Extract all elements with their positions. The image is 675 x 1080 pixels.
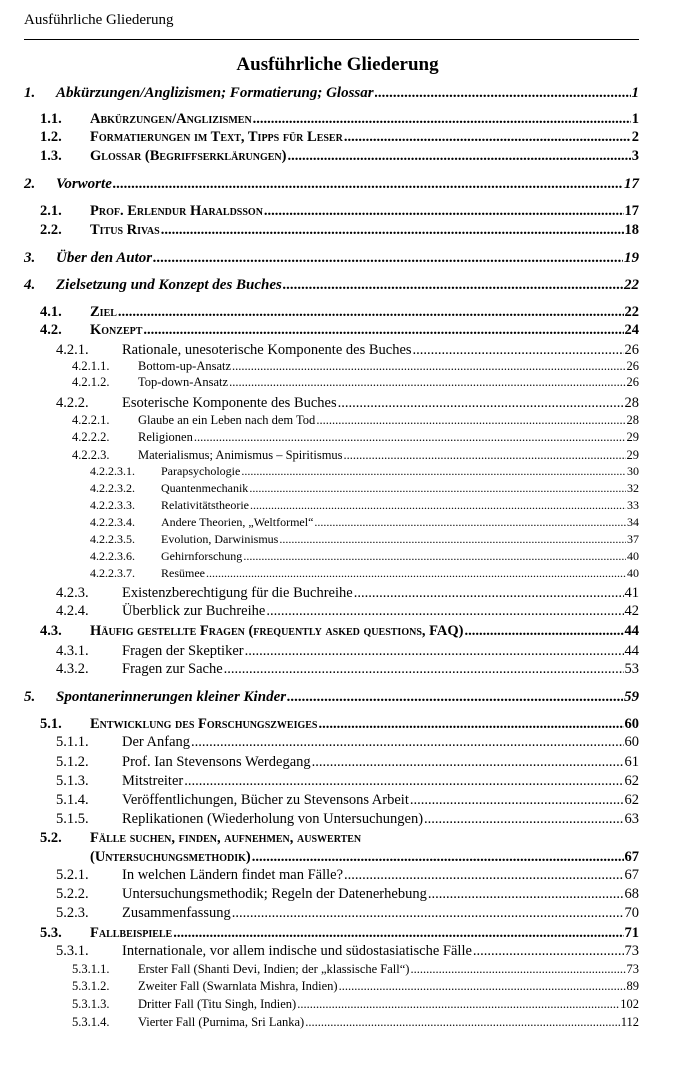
toc-leader-dots (118, 304, 624, 321)
toc-entry-number: 4.2.4. (56, 603, 89, 619)
toc-entry-title: Der Anfang (122, 734, 191, 750)
toc-entry-number: 4.2.2.2. (72, 430, 110, 444)
toc-entry-title: Veröffentlichungen, Bücher zu Stevensons Arbeit (122, 792, 409, 808)
toc-leader-dots (113, 176, 623, 193)
toc-entry-number: 5.3.1.1. (72, 962, 110, 976)
toc-entry-title: Andere Theorien, „Weltformel“ (161, 515, 314, 529)
toc-entry-number: 4.2.2.3.3. (90, 498, 135, 512)
toc-entry[interactable] (40, 203, 639, 220)
toc-leader-dots (191, 734, 623, 751)
toc-entry-title: Konzept (90, 322, 143, 338)
toc-entry-number: 1.1. (40, 111, 62, 127)
toc-entry-page: 33 (627, 498, 639, 512)
toc-entry-page: 67 (624, 849, 639, 865)
toc-leader-dots (287, 689, 623, 706)
toc-entry-title: Prof. Ian Stevensons Werdegang (122, 754, 311, 770)
toc-entry-title: Vierter Fall (Purnima, Sri Lanka) (138, 1015, 305, 1029)
toc-entry-number: 4.2.2.3.4. (90, 515, 135, 529)
toc-entry-page: 40 (627, 566, 639, 580)
toc-entry[interactable] (56, 585, 639, 602)
toc-entry-title: Relativitätstheorie (161, 498, 249, 512)
toc-entry[interactable] (40, 925, 639, 942)
toc-entry[interactable] (90, 498, 639, 513)
toc-leader-dots (224, 661, 624, 678)
toc-entry[interactable] (40, 304, 639, 321)
toc-entry[interactable] (56, 867, 639, 884)
toc-entry-page: 67 (624, 867, 639, 883)
toc-entry-title: Internationale, vor allem indische und südostasiatische Fälle (122, 943, 472, 959)
toc-entry-page: 60 (624, 734, 639, 750)
toc-entry-title: Ziel (90, 304, 117, 320)
toc-leader-dots (279, 532, 626, 547)
toc-entry-page: 17 (624, 203, 639, 219)
toc-entry-page: 68 (624, 886, 639, 902)
toc-entry-page: 24 (624, 322, 639, 338)
toc-leader-dots (153, 250, 623, 267)
toc-leader-dots (410, 962, 625, 977)
toc-entry-title: Zweiter Fall (Swarnlata Mishra, Indien) (138, 979, 338, 993)
toc-leader-dots (428, 886, 624, 903)
toc-entry-page: 18 (624, 222, 639, 238)
toc-entry-title: In welchen Ländern findet man Fälle? (122, 867, 344, 883)
toc-entry-page: 34 (627, 515, 639, 529)
toc-entry-number: 1.3. (40, 148, 62, 164)
toc-entry-number: 4.2.3. (56, 585, 89, 601)
toc-entry[interactable] (90, 464, 639, 479)
toc-entry-title: Fragen zur Sache (122, 661, 223, 677)
toc-leader-dots (344, 448, 626, 463)
toc-entry-number: 5.1. (40, 716, 62, 732)
toc-entry-page: 44 (624, 643, 639, 659)
toc-entry[interactable] (56, 734, 639, 751)
toc-entry-page: 22 (624, 304, 639, 320)
toc-entry[interactable] (56, 773, 639, 790)
toc-entry-title: Titus Rivas (90, 222, 160, 238)
toc-entry[interactable] (24, 176, 639, 193)
toc-entry[interactable] (72, 413, 639, 428)
toc-entry-page: 19 (624, 250, 639, 266)
toc-entry-title: Dritter Fall (Titu Singh, Indien) (138, 997, 297, 1011)
toc-entry-title: Parapsychologie (161, 464, 241, 478)
toc-leader-dots (250, 498, 626, 513)
toc-leader-dots (316, 413, 625, 428)
toc-entry-number: 5.1.5. (56, 811, 89, 827)
toc-entry-title: Abkürzungen/Anglizismen; Formatierung; Glossar (56, 85, 374, 101)
toc-entry[interactable] (72, 359, 639, 374)
toc-entry-page: 63 (624, 811, 639, 827)
toc-entry-title: Materialismus; Animismus – Spiritismus (138, 448, 343, 462)
toc-entry[interactable] (40, 849, 639, 866)
toc-entry-page: 73 (624, 943, 639, 959)
toc-entry[interactable] (90, 532, 639, 547)
toc-leader-dots (232, 905, 624, 922)
toc-entry-page: 37 (627, 532, 639, 546)
toc-entry-title: Fälle suchen, finden, aufnehmen, auswerten (90, 830, 362, 846)
toc-leader-dots (339, 979, 626, 994)
toc-entry[interactable] (24, 689, 639, 706)
toc-leader-dots (229, 375, 625, 390)
toc-leader-dots (283, 277, 623, 294)
toc-entry-title: (Untersuchungsmethodik) (90, 849, 251, 865)
toc-entry-number: 5.1.3. (56, 773, 89, 789)
toc-entry-page: 2 (631, 129, 639, 145)
running-header: Ausführliche Gliederung (24, 12, 174, 28)
toc-entry-number: 4.2.2.1. (72, 413, 110, 427)
header-rule (24, 39, 639, 40)
toc-entry-number: 1. (24, 85, 36, 101)
toc-entry-page: 26 (626, 375, 639, 389)
toc-entry[interactable] (56, 661, 639, 678)
toc-entry-title: Rationale, unesoterische Komponente des Buches (122, 342, 412, 358)
toc-leader-dots (194, 430, 626, 445)
toc-entry-page: 28 (624, 395, 639, 411)
toc-entry[interactable] (90, 566, 639, 581)
toc-entry[interactable] (40, 222, 639, 239)
toc-leader-dots (264, 203, 624, 220)
toc-entry[interactable] (56, 886, 639, 903)
toc-entry-title: Erster Fall (Shanti Devi, Indien; der „klassische Fall“) (138, 962, 410, 976)
toc-entry[interactable] (24, 250, 639, 267)
toc-entry[interactable] (72, 997, 639, 1012)
toc-entry[interactable] (56, 643, 639, 660)
toc-entry[interactable] (40, 148, 639, 165)
toc-entry[interactable] (40, 111, 639, 128)
toc-entry-number: 4.2.2.3.5. (90, 532, 135, 546)
toc-entry[interactable] (56, 603, 639, 620)
toc-entry-page: 62 (624, 792, 639, 808)
toc-entry-page: 71 (624, 925, 639, 941)
toc-leader-dots (319, 716, 624, 733)
toc-entry[interactable] (90, 515, 639, 530)
toc-leader-dots (424, 811, 623, 828)
toc-entry-page: 26 (624, 342, 639, 358)
toc-entry-title: Glossar (Begriffserklärungen) (90, 148, 287, 164)
toc-entry-page: 30 (627, 464, 639, 478)
toc-leader-dots (297, 997, 619, 1012)
toc-entry-page: 112 (620, 1015, 639, 1029)
toc-leader-dots (184, 773, 623, 790)
toc-entry[interactable] (56, 905, 639, 922)
toc-entry-number: 4.3.2. (56, 661, 89, 677)
toc-entry-number: 5.2.3. (56, 905, 89, 921)
toc-entry[interactable] (72, 448, 639, 463)
toc-entry-page: 59 (624, 689, 639, 705)
toc-entry-title: Gehirnforschung (161, 549, 243, 563)
toc-entry-title: Fallbeispiele (90, 925, 173, 941)
toc-entry-number: 5.3. (40, 925, 62, 941)
toc-entry[interactable] (90, 481, 639, 496)
toc-leader-dots (338, 395, 624, 412)
toc-leader-dots (375, 85, 631, 102)
toc-entry-number: 4.1. (40, 304, 62, 320)
toc-entry-title: Prof. Erlendur Haraldsson (90, 203, 263, 219)
toc-entry-line1 (40, 830, 361, 847)
toc-leader-dots (243, 549, 626, 564)
toc-leader-dots (314, 515, 626, 530)
toc-leader-dots (410, 792, 624, 809)
toc-entry[interactable] (72, 962, 639, 977)
toc-entry-number: 5.1.2. (56, 754, 89, 770)
toc-entry-page: 41 (624, 585, 639, 601)
toc-entry-number: 4.3. (40, 623, 62, 639)
toc-entry-page: 42 (624, 603, 639, 619)
toc-entry-number: 4.2. (40, 322, 62, 338)
toc-entry-title: Existenzberechtigung für die Buchreihe (122, 585, 353, 601)
toc-leader-dots (173, 925, 623, 942)
toc-entry-number: 4.2.2.3.1. (90, 464, 135, 478)
toc-entry-page: 29 (626, 448, 639, 462)
toc-entry[interactable] (72, 979, 639, 994)
toc-entry-page: 1 (631, 85, 639, 101)
toc-entry-page: 26 (626, 359, 639, 373)
toc-leader-dots (245, 643, 624, 660)
toc-entry-page: 32 (627, 481, 639, 495)
toc-entry-title: Evolution, Darwinismus (161, 532, 279, 546)
toc-leader-dots (305, 1015, 619, 1030)
toc-entry-number: 4.3.1. (56, 643, 89, 659)
toc-entry-number: 5.2.2. (56, 886, 89, 902)
toc-entry-title: Untersuchungsmethodik; Regeln der Datenerhebung (122, 886, 427, 902)
toc-entry[interactable] (40, 623, 639, 640)
toc-entry-page: 17 (624, 176, 639, 192)
toc-leader-dots (241, 464, 626, 479)
toc-entry-number: 5.1.1. (56, 734, 89, 750)
toc-leader-dots (249, 481, 626, 496)
toc-entry-page: 60 (624, 716, 639, 732)
toc-entry[interactable] (72, 1015, 639, 1030)
toc-leader-dots (232, 359, 625, 374)
toc-entry-title: Glaube an ein Leben nach dem Tod (138, 413, 316, 427)
toc-leader-dots (344, 867, 623, 884)
toc-entry-title: Resümee (161, 566, 205, 580)
toc-entry-number: 4.2.1. (56, 342, 89, 358)
toc-entry[interactable] (40, 322, 639, 339)
toc-leader-dots (206, 566, 626, 581)
toc-entry[interactable] (24, 277, 639, 294)
toc-entry-number: 2. (24, 176, 36, 192)
toc-entry-page: 28 (626, 413, 639, 427)
toc-entry-page: 102 (620, 997, 639, 1011)
toc-entry-number: 5.3.1.4. (72, 1015, 110, 1029)
toc-entry-number: 5.3.1. (56, 943, 89, 959)
toc-entry-number: 5.3.1.2. (72, 979, 110, 993)
toc-leader-dots (287, 148, 630, 165)
toc-entry-page: 53 (624, 661, 639, 677)
toc-entry-number: 5. (24, 689, 36, 705)
toc-entry-page: 3 (631, 148, 639, 164)
toc-leader-dots (253, 111, 631, 128)
toc-entry-number: 4.2.2.3. (72, 448, 110, 462)
toc-entry-title: Mitstreiter (122, 773, 184, 789)
toc-entry-number: 4.2.2.3.7. (90, 566, 135, 580)
toc-entry-title: Zusammenfassung (122, 905, 231, 921)
toc-leader-dots (465, 623, 624, 640)
toc-entry[interactable] (24, 85, 639, 102)
toc-leader-dots (143, 322, 623, 339)
toc-entry[interactable] (56, 811, 639, 828)
toc-entry-title: Replikationen (Wiederholung von Untersuchungen) (122, 811, 424, 827)
toc-leader-dots (354, 585, 624, 602)
toc-leader-dots (266, 603, 623, 620)
toc-entry-number: 4.2.2.3.2. (90, 481, 135, 495)
toc-entry[interactable] (56, 395, 639, 412)
toc-entry-title: Esoterische Komponente des Buches (122, 395, 337, 411)
toc-entry-title: Top-down-Ansatz (138, 375, 229, 389)
toc-entry-number: 1.2. (40, 129, 62, 145)
toc-entry-number: 5.2.1. (56, 867, 89, 883)
toc-entry-page: 89 (626, 979, 639, 993)
toc-entry-number: 4. (24, 277, 36, 293)
toc-entry-title: Überblick zur Buchreihe (122, 603, 266, 619)
toc-entry-number: 4.2.1.1. (72, 359, 110, 373)
toc-entry-title: Über den Autor (56, 250, 153, 266)
toc-entry[interactable] (56, 342, 639, 359)
toc-entry-number: 2.2. (40, 222, 62, 238)
page-title: Ausführliche Gliederung (236, 54, 439, 75)
toc-entry-page: 44 (624, 623, 639, 639)
toc-leader-dots (161, 222, 624, 239)
toc-entry[interactable] (72, 430, 639, 445)
toc-entry-number: 5.3.1.3. (72, 997, 110, 1011)
toc-entry-number: 5.1.4. (56, 792, 89, 808)
toc-leader-dots (413, 342, 624, 359)
toc-entry-title: Häufig gestellte Fragen (frequently asked questions, FAQ) (90, 623, 464, 639)
toc-entry[interactable] (40, 129, 639, 146)
toc-entry-page: 22 (624, 277, 639, 293)
toc-entry-number: 4.2.2.3.6. (90, 549, 135, 563)
toc-entry-number: 4.2.1.2. (72, 375, 110, 389)
toc-entry[interactable] (40, 716, 639, 733)
toc-entry[interactable] (56, 943, 639, 960)
toc-entry[interactable] (56, 792, 639, 809)
toc-entry[interactable] (56, 754, 639, 771)
toc-entry-title: Vorworte (56, 176, 112, 192)
toc-entry-title: Zielsetzung und Konzept des Buches (56, 277, 282, 293)
toc-entry[interactable] (72, 375, 639, 390)
toc-entry-number: 5.2. (40, 830, 62, 846)
toc-entry-title: Bottom-up-Ansatz (138, 359, 232, 373)
toc-entry-page: 40 (627, 549, 639, 563)
toc-entry-page: 1 (631, 111, 639, 127)
toc-entry-page: 70 (624, 905, 639, 921)
toc-leader-dots (312, 754, 624, 771)
toc-leader-dots (252, 849, 624, 866)
toc-entry-number: 4.2.2. (56, 395, 89, 411)
toc-leader-dots (473, 943, 624, 960)
toc-entry-title: Fragen der Skeptiker (122, 643, 244, 659)
toc-entry[interactable] (90, 549, 639, 564)
toc-leader-dots (344, 129, 631, 146)
toc-entry-number: 2.1. (40, 203, 62, 219)
toc-entry-number: 3. (24, 250, 36, 266)
toc-entry-page: 73 (626, 962, 639, 976)
toc-entry-page: 62 (624, 773, 639, 789)
toc-entry-page: 61 (624, 754, 639, 770)
toc-entry-title: Quantenmechanik (161, 481, 249, 495)
toc-entry-page: 29 (626, 430, 639, 444)
toc-entry-title: Religionen (138, 430, 193, 444)
toc-entry-title: Entwicklung des Forschungszweiges (90, 716, 318, 732)
toc-entry-title: Formatierungen im Text, Tipps für Leser (90, 129, 343, 145)
toc-entry-title: Spontanerinnerungen kleiner Kinder (56, 689, 287, 705)
toc-entry-title: Abkürzungen/Anglizismen (90, 111, 252, 127)
